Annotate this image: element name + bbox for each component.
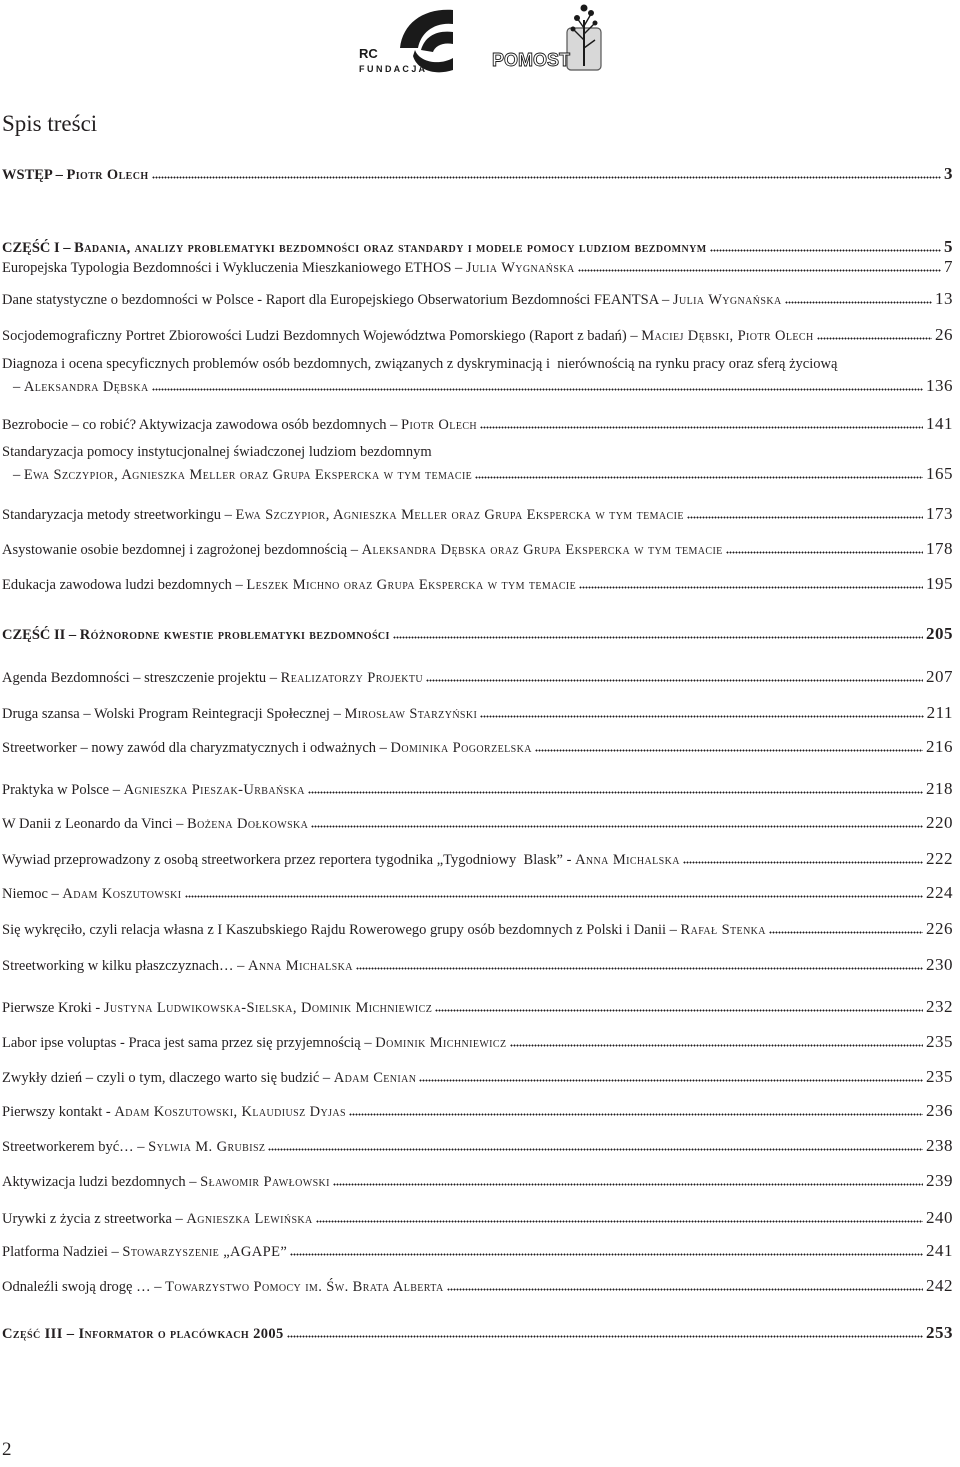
toc-entry (2, 1066, 953, 1088)
toc-title-text: Edukacja zawodowa ludzi bezdomnych – (2, 577, 247, 593)
toc-title-text: Streetworkerem być… – (2, 1139, 149, 1155)
toc-page-number: 236 (926, 1101, 953, 1120)
toc-author: Justyna Ludwikowska-Sielska, Dominik Michniewicz (103, 1000, 433, 1016)
toc-page-number: 211 (926, 703, 953, 722)
toc-line (2, 666, 953, 688)
toc-line (2, 573, 953, 595)
toc-line (2, 288, 953, 310)
toc-title-text: Dane statystyczne o bezdomności w Polsce - Raport dla Europejskiego Obserwatorium Bezdomności FEANTSA – (2, 292, 673, 308)
toc-line (2, 1031, 953, 1053)
toc-line (2, 848, 953, 870)
toc-author: Dominika Pogorzelska (390, 740, 532, 756)
toc-title-text: Asystowanie osobie bezdomnej i zagrożonej bezdomnością – (2, 542, 362, 558)
toc-entry (2, 1170, 953, 1192)
toc-leader-dots (785, 294, 932, 304)
toc-title-text: Standaryzacja metody streetworkingu – (2, 507, 236, 523)
toc-title-text: Diagnoza i ocena specyficznych problemów osób bezdomnych, związanych z dyskryminacją i nierównością na rynku pracy oraz sferą życiową (2, 356, 838, 372)
toc-page-number: 7 (944, 257, 953, 276)
toc-title (13, 464, 472, 486)
toc-entry (2, 666, 953, 688)
toc-title (2, 1136, 265, 1158)
toc-entry (2, 538, 953, 560)
toc-author: Ewa Szczypior, Agnieszka Meller oraz Grupa Ekspercka w tym temacie (23, 467, 473, 483)
toc-page-number: 13 (935, 289, 953, 308)
toc-author: Realizatorzy Projektu (280, 670, 423, 686)
fundacja-text: F U N D A C J A (359, 64, 426, 74)
toc-title-text: Druga szansa – Wolski Program Reintegracji Społecznej – (2, 706, 345, 722)
toc-page-number: 235 (926, 1067, 953, 1086)
toc-line (2, 256, 953, 278)
toc-author: Aleksandra Dębska oraz Grupa Ekspercka w tym temacie (361, 542, 723, 558)
toc-page-number: 241 (926, 1241, 953, 1260)
toc-author: Piotr Olech (66, 167, 149, 183)
toc-part-entry (2, 236, 953, 258)
toc-entry (2, 996, 953, 1018)
toc-title (2, 504, 684, 526)
toc-author: Anna Michalska (575, 852, 680, 868)
toc-part-entry (2, 623, 953, 645)
toc-title-text: Urywki z życia z streetworka – (2, 1211, 187, 1227)
toc-title-text: – (13, 467, 24, 483)
toc-page-number: 173 (926, 504, 953, 523)
toc-page-number: 218 (926, 779, 953, 798)
toc-entry (2, 848, 953, 870)
toc-title-text: Platforma Nadziei – (2, 1244, 123, 1260)
toc-leader-dots (152, 169, 941, 179)
toc-title (2, 955, 353, 977)
toc-page-number: 207 (926, 667, 953, 686)
toc-page-number: 230 (926, 955, 953, 974)
toc-author: Towarzystwo Pomocy im. Św. Brata Alberta (165, 1279, 444, 1295)
toc-entry (2, 503, 953, 525)
toc-page-number: 235 (926, 1032, 953, 1051)
toc-leader-dots (475, 469, 923, 479)
toc-title (2, 813, 308, 835)
toc-page-number: 253 (926, 1323, 953, 1342)
toc-leader-dots (710, 242, 941, 252)
toc-entry (2, 1240, 953, 1262)
toc-page-number: 3 (944, 164, 953, 183)
toc-line (2, 778, 953, 800)
toc-line (2, 996, 953, 1018)
toc-author: Rafał Stenka (680, 922, 766, 938)
toc-author: Agnieszka Pieszak-Urbańska (123, 782, 305, 798)
toc-leader-dots (333, 1176, 923, 1186)
toc-author: Informator o placówkach 2005 (78, 1326, 284, 1342)
toc-line (2, 623, 953, 645)
toc-title (2, 1276, 444, 1298)
toc-title-text: Standaryzacja pomocy instytucjonalnej świadczonej ludziom bezdomnym (2, 444, 432, 460)
page-number: 2 (2, 1439, 12, 1460)
toc-leader-dots (687, 509, 923, 519)
toc-author: Różnorodne kwestie problematyki bezdomności (79, 627, 390, 643)
toc-title-text: Praktyka w Polsce – (2, 782, 124, 798)
toc-title-text: Odnaleźli swoją drogę … – (2, 1279, 166, 1295)
toc-line (2, 1275, 953, 1297)
toc-author: Część III – (2, 1326, 79, 1342)
toc-title (13, 376, 149, 398)
toc-author: Julia Wygnańska (465, 260, 575, 276)
toc-author: Aleksandra Dębska (23, 379, 149, 395)
toc-title (2, 919, 766, 941)
toc-entry (2, 954, 953, 976)
toc-page-number: 220 (926, 813, 953, 832)
toc-author: Sylwia M. Grubisz (148, 1139, 266, 1155)
toc-title (2, 539, 723, 561)
toc-entry (2, 1031, 953, 1053)
toc-title-text: Socjodemograficzny Portret Zbiorowości Ludzi Bezdomnych Województwa Pomorskiego (Raport z badań) – (2, 328, 642, 344)
toc-title-text: Pierwszy kontakt - (2, 1104, 115, 1120)
toc-title-text: Europejska Typologia Bezdomności i Wykluczenia Mieszkaniowego ETHOS – (2, 260, 466, 276)
toc-page-number: 195 (926, 574, 953, 593)
toc-line (2, 503, 953, 525)
toc-author: Sławomir Pawłowski (200, 1174, 330, 1190)
toc-page-number: 26 (935, 325, 953, 344)
toc-title (2, 779, 305, 801)
toc-line (2, 441, 953, 463)
toc-title (2, 1208, 313, 1230)
toc-page-number: 165 (926, 464, 953, 483)
toc-line (2, 1100, 953, 1122)
toc-title-text: Agenda Bezdomności – streszczenie projektu – (2, 670, 281, 686)
toc-line (2, 1170, 953, 1192)
toc-title-text: Zwykły dzień – czyli o tym, dlaczego warto się budzić – (2, 1070, 334, 1086)
toc-entry (2, 353, 953, 397)
toc-leader-dots (769, 924, 923, 934)
toc-entry (2, 1135, 953, 1157)
toc-author: Bożena Dołkowska (187, 816, 309, 832)
toc-author: Anna Michalska (248, 958, 353, 974)
toc-entry (2, 812, 953, 834)
toc-title (2, 289, 782, 311)
toc-leader-dots (426, 672, 923, 682)
toc-entry (2, 1207, 953, 1229)
toc-leader-dots (349, 1106, 923, 1116)
toc-leader-dots (185, 888, 923, 898)
toc-author: Leszek Michno oraz Grupa Ekspercka w tym temacie (246, 577, 577, 593)
toc-leader-dots (393, 629, 923, 639)
toc-page-number: 178 (926, 539, 953, 558)
toc-title (2, 164, 149, 186)
toc-entry (2, 702, 953, 724)
toc-title (2, 353, 837, 375)
toc-line (2, 463, 953, 485)
toc-entry (2, 324, 953, 346)
toc-title (2, 574, 576, 596)
toc-line (2, 353, 953, 375)
toc-leader-dots (268, 1141, 923, 1151)
toc-line (2, 882, 953, 904)
toc-title-text: Pierwsze Kroki - (2, 1000, 104, 1016)
toc-title-text: CZĘŚĆ II – (2, 627, 80, 643)
toc-author: Agnieszka Lewińska (186, 1211, 313, 1227)
toc-page-number: 226 (926, 919, 953, 938)
toc-entry (2, 1100, 953, 1122)
toc-title (2, 1323, 284, 1345)
toc-title-text: W Danii z Leonardo da Vinci – (2, 816, 188, 832)
toc-line (2, 375, 953, 397)
toc-title (2, 997, 432, 1019)
toc-author: Maciej Dębski, Piotr Olech (641, 328, 814, 344)
toc-author: Julia Wygnańska (672, 292, 782, 308)
toc-line (2, 954, 953, 976)
toc-page-number: 238 (926, 1136, 953, 1155)
toc-entry (2, 441, 953, 485)
toc-leader-dots (480, 419, 923, 429)
toc-title (2, 667, 423, 689)
toc-page-number: 205 (926, 624, 953, 643)
pomost-text: POMOST (492, 50, 571, 70)
toc-title-text: – (13, 379, 24, 395)
toc-page-number: 141 (926, 414, 953, 433)
toc-line (2, 1207, 953, 1229)
toc-leader-dots (287, 1328, 923, 1338)
toc-page-number: 216 (926, 737, 953, 756)
toc-part-entry (2, 163, 953, 185)
toc-title (2, 1101, 346, 1123)
toc-line (2, 736, 953, 758)
toc-author: Piotr Olech (401, 417, 478, 433)
toc-title (2, 1241, 287, 1263)
toc-line (2, 413, 953, 435)
toc-page-number: 224 (926, 883, 953, 902)
toc-title (2, 703, 477, 725)
toc-leader-dots (535, 742, 923, 752)
toc-leader-dots (579, 579, 923, 589)
toc-title-text: Labor ipse voluptas - Praca jest sama przez się przyjemnością – (2, 1035, 376, 1051)
toc-entry (2, 882, 953, 904)
toc-title (2, 325, 814, 347)
toc-leader-dots (435, 1002, 923, 1012)
toc-title-text: Bezrobocie – co robić? Aktywizacja zawodowa osób bezdomnych – (2, 417, 402, 433)
toc-line (2, 1240, 953, 1262)
toc-author: Badania, analizy problematyki bezdomności oraz standardy i modele pomocy ludziom bezdomnym (74, 240, 707, 256)
toc-line (2, 702, 953, 724)
toc-line (2, 918, 953, 940)
toc-page-number: 242 (926, 1276, 953, 1295)
toc-line (2, 1135, 953, 1157)
toc-entry (2, 778, 953, 800)
toc-author: Adam Koszutowski (62, 886, 182, 902)
toc-author: Adam Koszutowski, Klaudiusz Dyjas (114, 1104, 346, 1120)
toc-page-number: 240 (926, 1208, 953, 1227)
toc-leader-dots (419, 1072, 923, 1082)
toc-title-text: Wywiad przeprowadzony z osobą streetworkera przez reportera tygodnika „Tygodniowy Blask” - (2, 852, 576, 868)
toc-leader-dots (316, 1213, 923, 1223)
toc-leader-dots (817, 330, 932, 340)
toc-title-text: Niemoc – (2, 886, 63, 902)
toc-page-number: 222 (926, 849, 953, 868)
toc-title (2, 849, 680, 871)
toc-entry (2, 1275, 953, 1297)
toc-leader-dots (311, 818, 923, 828)
toc-author: Adam Cenian (333, 1070, 417, 1086)
toc-author: Stowarzyszenie „AGAPE” (122, 1244, 288, 1260)
toc-line (2, 1322, 953, 1344)
toc-title (2, 1171, 330, 1193)
toc-leader-dots (308, 784, 923, 794)
page-title: Spis treści (2, 111, 98, 136)
toc-author: Ewa Szczypior, Agnieszka Meller oraz Grupa Ekspercka w tym temacie (235, 507, 684, 523)
toc-title (2, 1032, 507, 1054)
toc-leader-dots (356, 960, 923, 970)
toc-leader-dots (290, 1246, 923, 1256)
toc-page-number: 5 (944, 237, 953, 256)
toc-leader-dots (510, 1037, 924, 1047)
toc-title (2, 737, 532, 759)
toc-leader-dots (683, 854, 923, 864)
toc-entry (2, 288, 953, 310)
toc-entry (2, 413, 953, 435)
toc-page-number: 232 (926, 997, 953, 1016)
toc-entry (2, 918, 953, 940)
toc-title (2, 441, 432, 463)
toc-author: Dominik Michniewicz (375, 1035, 507, 1051)
toc-line (2, 538, 953, 560)
toc-page-number: 239 (926, 1171, 953, 1190)
toc-leader-dots (480, 708, 923, 718)
toc-title-text: CZĘŚĆ I – (2, 240, 75, 256)
toc-leader-dots (152, 381, 923, 391)
toc-leader-dots (447, 1281, 923, 1291)
toc-leader-dots (726, 544, 923, 554)
toc-author: Mirosław Starzyński (344, 706, 478, 722)
toc-line (2, 163, 953, 185)
toc-line (2, 1066, 953, 1088)
toc-title (2, 257, 575, 279)
toc-title-text: Się wykręciło, czyli relacja własna z I Kaszubskiego Rajdu Rowerowego grupy osób bezdomnych z Polski i Danii – (2, 922, 681, 938)
toc-part-entry (2, 1322, 953, 1344)
rc-text: RC (359, 46, 378, 61)
toc-entry (2, 736, 953, 758)
toc-line (2, 812, 953, 834)
toc-title-text: Streetworking w kilku płaszczyznach… – (2, 958, 249, 974)
toc-title (2, 624, 390, 646)
toc-title (2, 414, 477, 436)
toc-title-text: WSTĘP – (2, 167, 67, 183)
toc-title (2, 1067, 416, 1089)
toc-leader-dots (578, 262, 941, 272)
toc-title-text: Aktywizacja ludzi bezdomnych – (2, 1174, 201, 1190)
toc-entry (2, 256, 953, 278)
toc-line (2, 324, 953, 346)
toc-line (2, 236, 953, 258)
toc-entry (2, 573, 953, 595)
toc-title (2, 883, 182, 905)
toc-title-text: Streetworker – nowy zawód dla charyzmatycznych i odważnych – (2, 740, 391, 756)
toc-page-number: 136 (926, 376, 953, 395)
